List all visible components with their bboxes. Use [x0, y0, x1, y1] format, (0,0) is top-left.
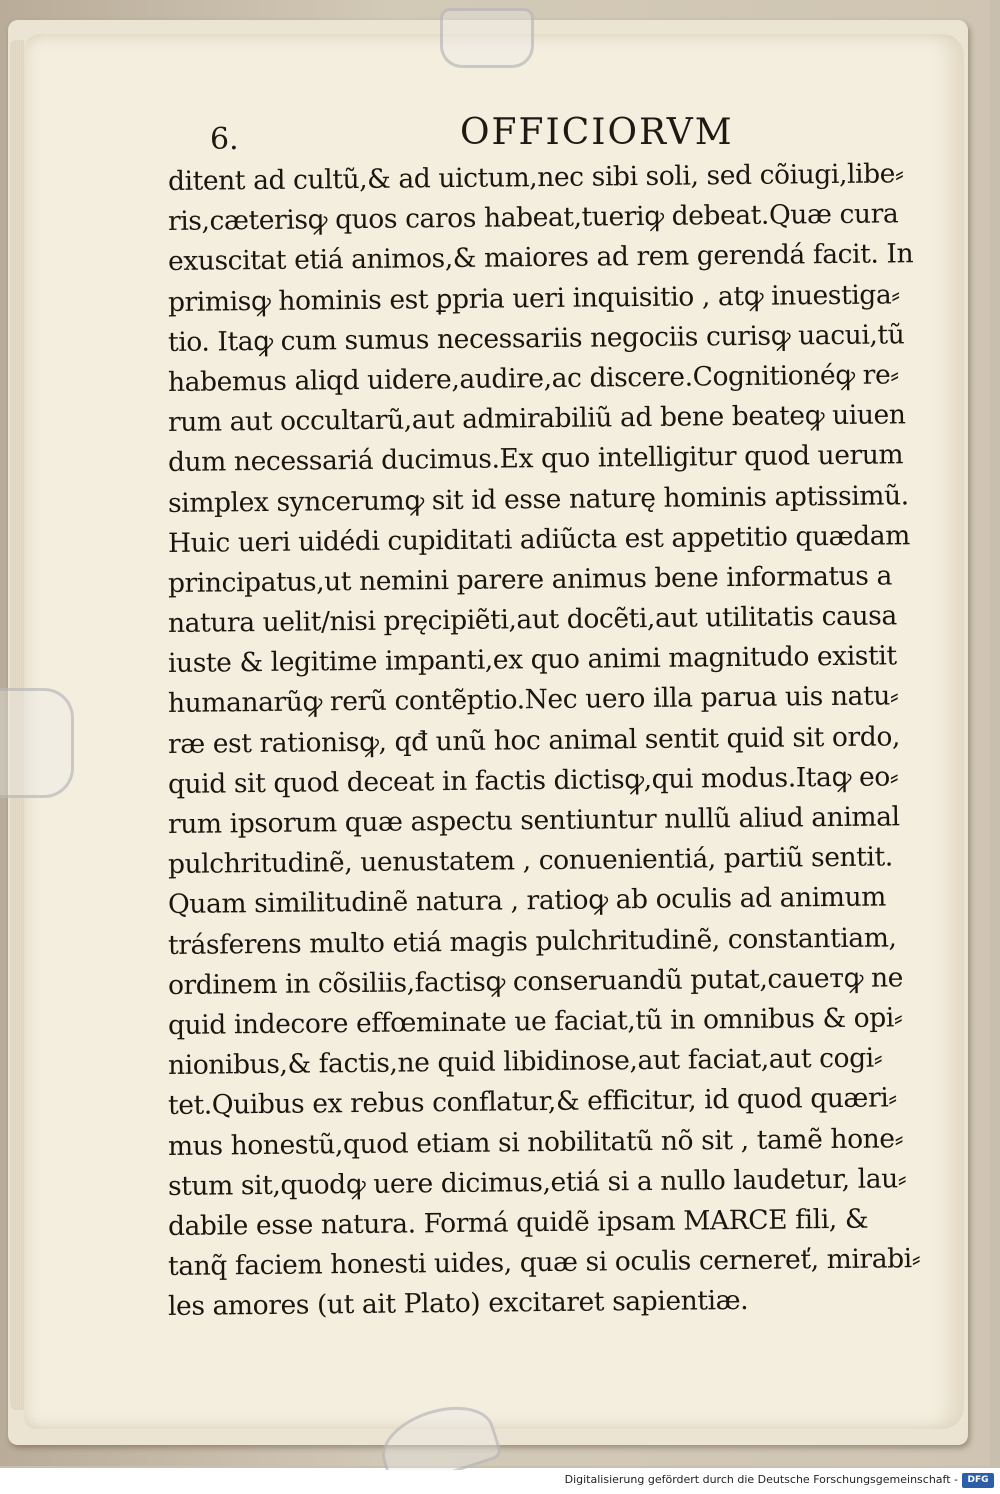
body-text [167, 158, 938, 1327]
text-line: principatus,ut nemini parere animus bene informatus a [167, 560, 893, 599]
text-line: humanarũꝙ rerũ contẽptio.Nec uero illa parua uis natu⸗ [167, 680, 899, 720]
text-line: iuste & legitime impanti,ex quo animi magnitudo existit [167, 640, 897, 680]
running-title: OFFICIORVM [460, 112, 734, 153]
text-line: Huic ueri uidédi cupiditati adiũcta est appetitio quædam [167, 519, 911, 559]
text-line: tet.Quibus ex rebus conflatur,& efficitur, id quod quæri⸗ [167, 1082, 897, 1122]
footer-credit: Digitalisierung gefördert durch die Deutsche Forschungsgemeinschaft - [564, 1473, 958, 1486]
text-line: mus honestũ,quod etiam si nobilitatũ nõ sit , tamẽ hone⸗ [167, 1122, 904, 1162]
text-line: ræ est rationisꝙ, qđ unũ hoc animal sentit quid sit ordo, [167, 720, 901, 760]
text-line: trásferens multo etiá magis pulchritudinẽ, constantiam, [167, 921, 897, 961]
text-line: natura uelit/nisi pręcipiẽti,aut docẽti,aut utilitatis causa [167, 600, 897, 640]
top-paper-clip [440, 8, 534, 68]
text-line: tanq̃ faciem honesti uides, quæ si oculis cernereť, mirabi⸗ [167, 1243, 921, 1283]
text-line: les amores (ut ait Plato) excitaret sapientiæ. [167, 1285, 749, 1323]
dfg-logo: DFG [962, 1473, 994, 1488]
text-line: dabile esse natura. Formá quidẽ ipsam MARCE fili, & [167, 1203, 869, 1242]
text-line: stum sit,quodꝙ uere dicimus,etiá si a nullo laudetur, lau⸗ [167, 1162, 907, 1202]
text-line: rum aut occultarũ,aut admirabiliũ ad bene beateꝙ uiuen [167, 399, 906, 439]
text-line: rum ipsorum quæ aspectu sentiuntur nullũ aliud animal [167, 801, 900, 840]
digitization-footer [0, 1470, 1000, 1494]
text-line: exuscitat etiá animos,& maiores ad rem gerendá facit. In [167, 238, 914, 278]
text-line: nionibus,& factis,ne quid libidinose,aut faciat,aut cogi⸗ [167, 1042, 883, 1082]
text-line: pulchritudinẽ, uenustatem , conuenientiá, partiũ sentit. [167, 841, 893, 881]
left-paper-clip [0, 688, 74, 798]
text-line: primisꝙ hominis est ꝑpria ueri inquisitio , atꝙ inuestiga⸗ [167, 278, 900, 318]
text-line: quid indecore effœminate ue faciat,tũ in omnibus & opi⸗ [167, 1002, 903, 1041]
text-line: tio. Itaꝙ cum sumus necessariis negociis curisꝙ uacui,tũ [167, 319, 905, 358]
text-line: quid sit quod deceat in factis dictisꝙ,qui modus.Itaꝙ eo⸗ [167, 761, 899, 800]
text-line: ditent ad cultũ,& ad uictum,nec sibi soli, sed cõiugi,libe⸗ [167, 158, 904, 197]
text-line: Quam similitudinẽ natura , ratioꝙ ab oculis ad animum [167, 881, 887, 921]
text-line: ris,cæterisꝙ quos caros habeat,tueriꝙ debeat.Quæ cura [167, 198, 899, 238]
text-line: dum necessariá ducimus.Ex quo intelligitur quod uerum [167, 439, 904, 479]
text-line: habemus aliqd uidere,audire,ac discere.Cognitionéꝙ re⸗ [167, 359, 899, 398]
page-number: 6. [210, 122, 239, 157]
text-line: simplex syncerumꝙ sit id esse naturę hominis aptissimũ. [167, 479, 909, 519]
running-head [210, 112, 770, 162]
text-line: ordinem in cõsiliis,factisꝙ conseruandũ putat,caueтꝙ ne [167, 962, 904, 1001]
